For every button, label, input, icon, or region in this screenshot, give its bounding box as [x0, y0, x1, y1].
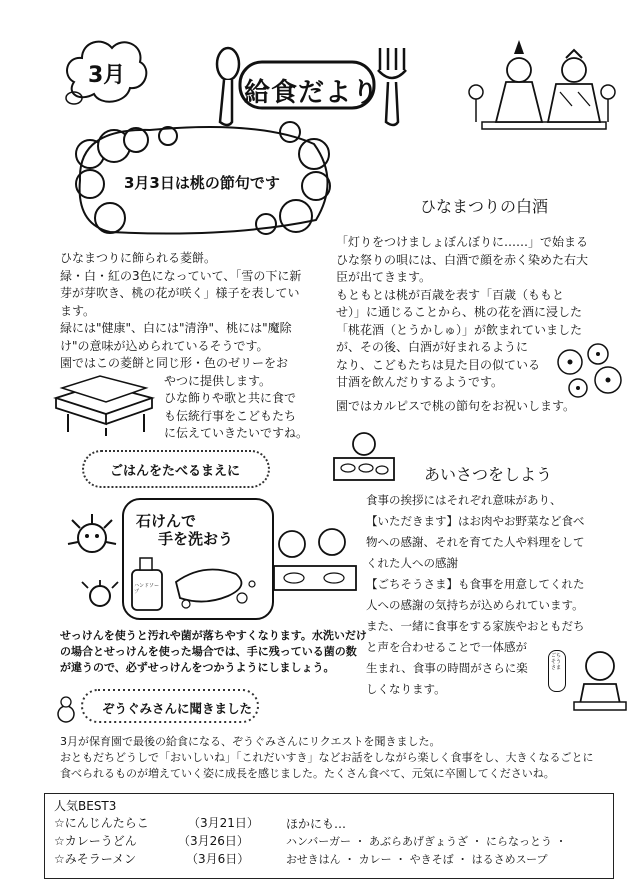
hinamatsuri-line: 緑・白・紅の3色になっていて、「雪の下に新	[60, 268, 302, 283]
shirozake-heading: ひなまつりの白酒	[420, 197, 549, 216]
others-line: ハンバーガー ・ あぶらあげぎょうざ ・ にらなっとう ・	[286, 835, 567, 848]
interview-line: おともだちどうしで「おいしいね」「これだいすき」などお話をしながら楽しく食事をし、大きくなるごとに	[60, 751, 594, 764]
hinamatsuri-line: やつに提供します。	[164, 373, 272, 388]
hinamatsuri-line: も伝統行事をこどもたち	[164, 408, 297, 423]
best3-item	[54, 815, 259, 833]
best3-item-name: ☆みそラーメン	[54, 852, 137, 866]
greeting-line: また、一緒に食事をする家族やおともだち	[366, 619, 585, 633]
best3-item	[54, 833, 259, 851]
greeting-line: 物への感謝、それを育てた人や料理をして	[366, 535, 585, 549]
greeting-line: 生まれ、食事の時間がさらに楽	[366, 661, 528, 675]
hinamatsuri-line: け"の意味が込められているそうです。	[60, 338, 269, 353]
greeting-line: 食事の挨拶にはそれぞれ意味があり、	[366, 493, 562, 507]
greeting-line: くれた人への感謝	[366, 556, 458, 570]
handwash-banner-text: ごはんをたべるまえに	[110, 464, 241, 479]
handwash-note-line: の場合とせっけんを使った場合では、手に残っている菌の数	[60, 645, 357, 658]
germ-small-icon	[76, 578, 126, 614]
best3-list	[54, 815, 259, 869]
month-badge	[60, 32, 150, 112]
others-line: おせきはん ・ カレー ・ やきそば ・ はるさめスープ	[286, 853, 548, 866]
hinamatsuri-heading: 3月3日は桃の節句です	[124, 174, 280, 192]
others-label: ほかにも…	[286, 817, 347, 831]
shirozake-closing: 園ではカルピスで桃の節句をお祝いします。	[336, 399, 576, 413]
gochisousama-child-icon	[560, 644, 630, 714]
hinamatsuri-line: ひな飾りや歌と共に食で	[164, 391, 297, 405]
interview-banner-text: ぞうぐみさんに聞きました	[102, 701, 253, 716]
best3-item-name: ☆カレーうどん	[54, 834, 137, 848]
shirozake-line: ひな祭りの唄には、白酒で顔を赤く染めた右大	[336, 252, 589, 267]
best3-title: 人気BEST3	[54, 799, 117, 813]
shirozake-line: 「灯りをつけましょぼんぼりに……」で始まる	[336, 235, 589, 249]
greeting-line: 【ごちそうさま】も食事を用意してくれた	[366, 577, 585, 591]
hinamatsuri-line: ます。	[60, 303, 96, 318]
greeting-line: と声を合わせることで一体感が	[366, 640, 527, 654]
speech-text: ごちそうさま	[551, 653, 562, 671]
greeting-heading: あいさつをしよう	[424, 465, 553, 484]
handwash-note-line: せっけんを使うと汚れや菌が落ちやすくなります。水洗いだけ	[60, 629, 367, 642]
interview-line: 食べられるものが増えていく姿に成長を感じました。たくさん食べて、元気に卒園してくださいね。	[60, 767, 555, 780]
best3-item-date: （3月21日）	[188, 816, 259, 830]
poster-line2: 手を洗おう	[158, 530, 234, 548]
month-badge-text: 3月	[88, 63, 126, 88]
hinamatsuri-line: 緑には"健康"、白には"清浄"、桃には"魔除	[60, 321, 292, 335]
hina-dolls-icon	[466, 36, 616, 130]
best3-item-name: ☆にんじんたらこ	[54, 816, 149, 830]
shirozake-line: 「桃花酒（とうかしゅ）」が飲まれていました	[336, 322, 583, 337]
shirozake-line: が、その後、白酒が好まれるように	[336, 340, 529, 354]
greeting-line: 【いただきます】はお肉やお野菜など食べ	[366, 514, 585, 528]
interview-paragraph	[60, 734, 594, 782]
shirozake-line: なり、こどもたちは見た目の似ている	[336, 357, 541, 372]
hishimochi-icon	[48, 368, 160, 438]
hinamatsuri-line: 芽が芽吹き、桃の花が咲く」様子を表してい	[60, 286, 300, 300]
best3-item-date: （3月26日）	[178, 834, 249, 848]
handwash-note	[60, 628, 367, 676]
best3-item-date: （3月6日）	[186, 852, 250, 866]
soap-label: ハンドソープ	[134, 583, 160, 595]
shirozake-line: 甘酒を飲んだりするようです。	[336, 375, 504, 389]
greeting-line: 人への感謝の気持ちが込められています。	[366, 598, 584, 612]
poster-line1: 石けんで	[136, 512, 197, 530]
greeting-line: しくなります。	[366, 682, 446, 696]
hinamatsuri-line: に伝えていきたいですね。	[164, 426, 309, 440]
best3-others	[286, 815, 567, 869]
children-eating-icon	[270, 520, 362, 598]
shirozake-line: せ）」に通じることから、桃の花を酒に浸した	[336, 305, 583, 319]
peach-blossom-icon	[550, 340, 628, 402]
hinamatsuri-line: ひなまつりに飾られる菱餅。	[60, 251, 217, 265]
interview-line: 3月が保育園で最後の給食になる、ぞうぐみさんにリクエストを聞きました。	[60, 735, 441, 748]
germ-icon	[64, 498, 124, 578]
shirozake-line: もともとは桃が百歳を表す「百歳（ももと	[336, 287, 565, 302]
hinamatsuri-line: 園ではこの菱餅と同じ形・色のゼリーをお	[60, 356, 289, 370]
handwash-note-line: が違うので、必ずせっけんをつかうようにしましょう。	[60, 661, 335, 674]
kids-eating-icon	[328, 428, 400, 486]
shirozake-line: 臣が出てきます。	[336, 270, 432, 284]
page-title: 給食だより	[244, 78, 380, 108]
best3-item	[54, 851, 259, 869]
